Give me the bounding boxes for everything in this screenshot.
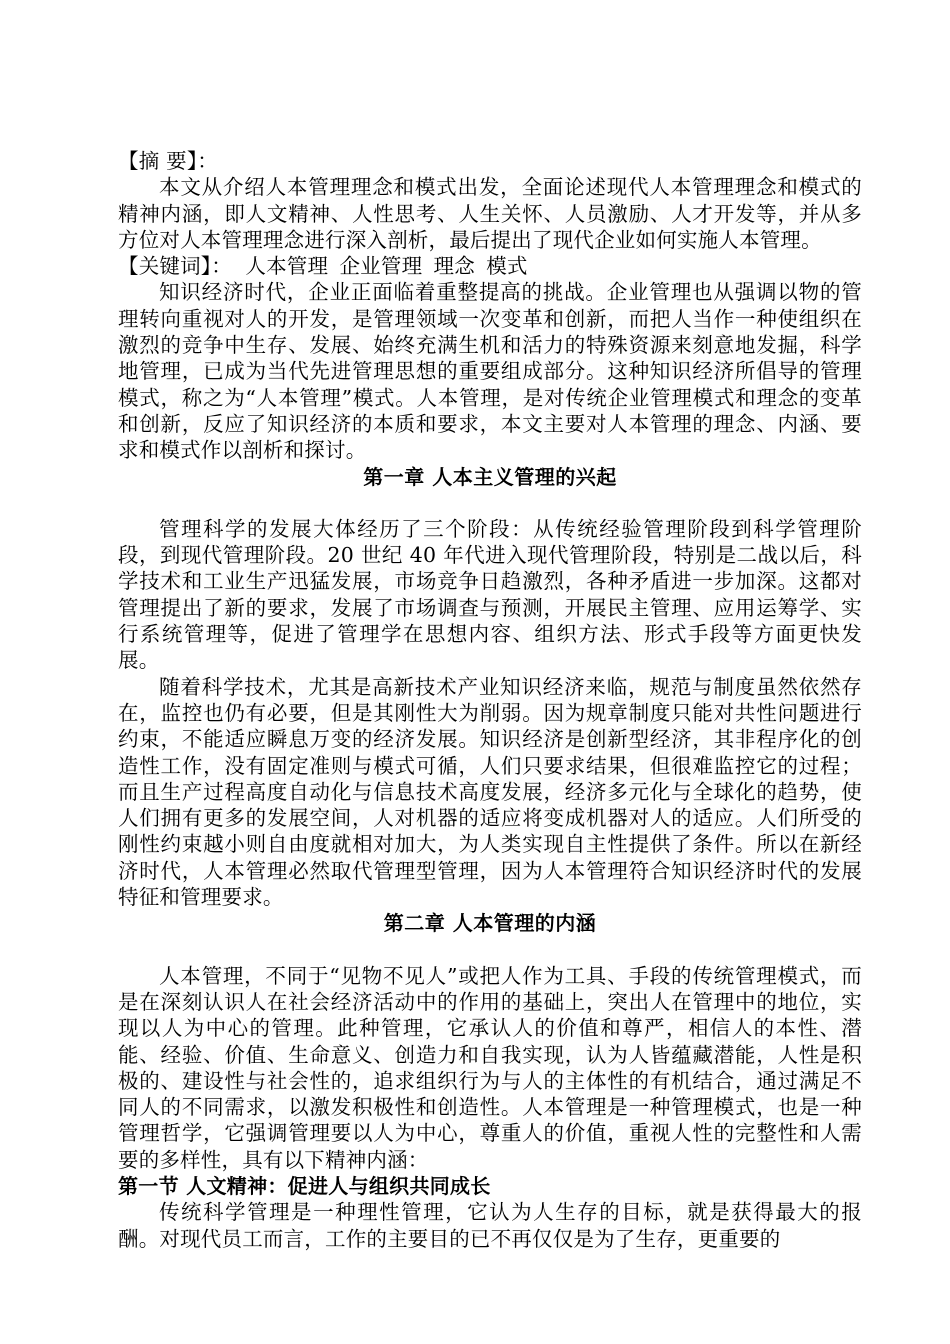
keywords-label: 【关键词】： xyxy=(118,254,232,279)
keyword-term: 理念 xyxy=(433,254,475,279)
chapter-heading: 第二章 人本管理的内涵 xyxy=(383,911,597,936)
keyword-term: 人本管理 xyxy=(245,254,329,279)
intro-paragraph: 知识经济时代，企业正面临着重整提高的挑战。企业管理也从强调以物的管理转向重视对人的开发，是管理领域一次变革和创新，而把人当作一种使组织在激烈的竞争中生存、发展、始终充满生机和活力的特殊资源来刻意地发掘，科学地管理，已成为当代先进管理思想的重要组成部分。这种知识经济所倡导的管理模式，称之为“人本管理”模式。人本管理，是对传统企业管理模式和理念的变革和创新，反应了知识经济的本质和要求，本文主要对人本管理的理念、内涵、要求和模式作以剖析和探讨。 xyxy=(118,280,862,463)
body-paragraph: 人本管理，不同于“见物不见人”或把人作为工具、手段的传统管理模式，而是在深刻认识人在社会经济活动中的作用的基础上，突出人在管理中的地位，实现以人为中心的管理。此种管理，它承认人的价值和尊严，相信人的本性、潜能、经验、价值、生命意义、创造力和自我实现，认为人皆蕴藏潜能，人性是积极的、建设性与社会性的，追求组织行为与人的主体性的有机结合，通过满足不同人的不同需求，以激发积极性和创造性。人本管理是一种管理模式，也是一种管理哲学，它强调管理要以人为中心，尊重人的价值，重视人性的完整性和人需要的多样性，具有以下精神内涵： xyxy=(118,963,862,1172)
body-paragraph: 管理科学的发展大体经历了三个阶段：从传统经验管理阶段到科学管理阶段，到现代管理阶段。20 世纪 40 年代进入现代管理阶段，特别是二战以后，科学技术和工业生产迅猛发展，市场竞争日趋激烈，各种矛盾进一步加深。这都对管理提出了新的要求，发展了市场调查与预测，开展民主管理、应用运筹学、实行系统管理等，促进了管理学在思想内容、组织方法、形式手段等方面更快发展。 xyxy=(118,516,862,673)
spacer xyxy=(118,937,862,963)
abstract-label: 【摘 要】： xyxy=(118,149,218,173)
section-heading: 第一节 人文精神：促进人与组织共同成长 xyxy=(118,1173,491,1198)
keywords-line xyxy=(118,253,862,279)
abstract-text: 本文从介绍人本管理理念和模式出发，全面论述现代人本管理理念和模式的精神内涵，即人文精神、人性思考、人生关怀、人员激励、人才开发等，并从多方位对人本管理理念进行深入剖析，最后提出了现代企业如何实施人本管理。 xyxy=(118,175,862,252)
keyword-term: 模式 xyxy=(486,254,528,279)
spacer xyxy=(118,490,862,516)
body-paragraph: 传统科学管理是一种理性管理，它认为人生存的目标，就是获得最大的报酬。对现代员工而言，工作的主要目的已不再仅仅是为了生存，更重要的 xyxy=(118,1200,862,1251)
keyword-term: 企业管理 xyxy=(339,254,423,279)
document-body xyxy=(118,148,862,1252)
body-paragraph: 随着科学技术，尤其是高新技术产业知识经济来临，规范与制度虽然依然存在，监控也仍有必要，但是其刚性大为削弱。因为规章制度只能对共性问题进行约束，不能适应瞬息万变的经济发展。知识经济是创新型经济，其非程序化的创造性工作，没有固定准则与模式可循，人们只要求结果，但很难监控它的过程；而且生产过程高度自动化与信息技术高度发展，经济多元化与全球化的趋势，使人们拥有更多的发展空间，人对机器的适应将变成机器对人的适应。人们所受的刚性约束越小则自由度就相对加大，为人类实现自主性提供了条件。所以在新经济时代，人本管理必然取代管理型管理，因为人本管理符合知识经济时代的发展特征和管理要求。 xyxy=(118,674,862,910)
chapter-heading: 第一章 人本主义管理的兴起 xyxy=(363,464,617,489)
